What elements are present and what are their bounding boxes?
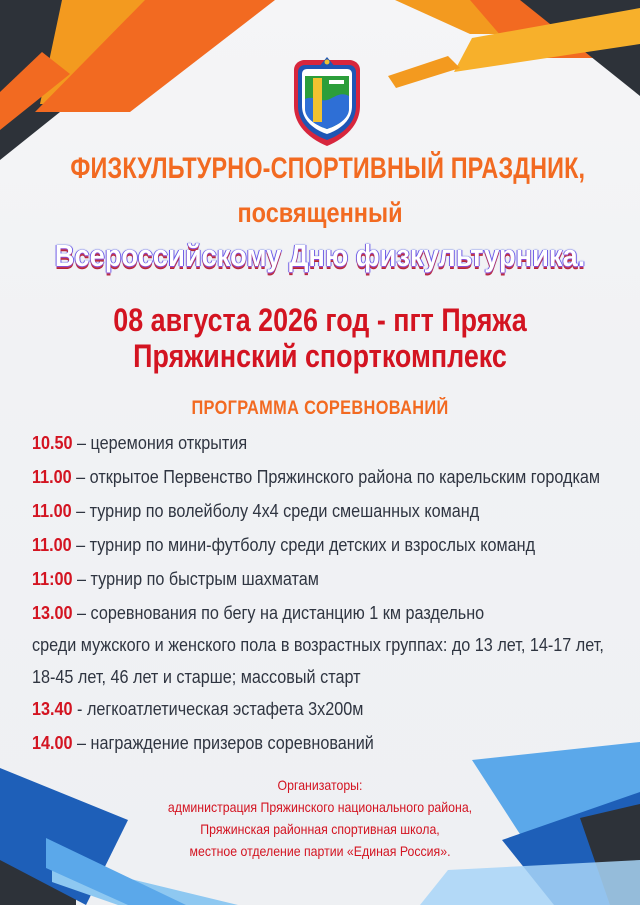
schedule-description: 18-45 лет, 46 лет и старше; массовый старт: [32, 667, 361, 687]
schedule-description: – соревнования по бегу на дистанцию 1 км раздельно: [72, 603, 485, 623]
schedule-description: - легкоатлетическая эстафета 3х200м: [72, 699, 364, 719]
schedule-time: 11.00: [32, 535, 72, 555]
schedule-row: [32, 433, 568, 454]
top-right-small-orange-band: [388, 56, 460, 88]
schedule-row: [32, 467, 601, 488]
program-heading: ПРОГРАММА СОРЕВНОВАНИЙ: [191, 398, 449, 419]
schedule-time: 11.00: [32, 467, 72, 487]
schedule-row: [32, 535, 568, 556]
schedule-time: 13.40: [32, 699, 73, 719]
schedule-time: 11:00: [32, 569, 73, 589]
schedule-row: [32, 569, 568, 590]
schedule-description: – турнир по быстрым шахматам: [72, 569, 319, 589]
schedule-description: – турнир по волейболу 4х4 среди смешанных команд: [71, 501, 480, 521]
schedule-description: – церемония открытия: [72, 433, 248, 453]
organizers-label: Организаторы:: [277, 777, 363, 793]
organizer-line: Пряжинская районная спортивная школа,: [200, 821, 440, 837]
schedule-description: – открытое Первенство Пряжинского района по карельским городкам: [71, 467, 601, 487]
organizer-line: администрация Пряжинского национального района,: [167, 799, 473, 815]
schedule-continuation-row: [32, 667, 568, 688]
schedule-description: – турнир по мини-футболу среди детских и взрослых команд: [71, 535, 536, 555]
bottom-right-pale-band: [420, 860, 640, 905]
schedule-time: 14.00: [32, 733, 73, 753]
schedule-description: среди мужского и женского пола в возрастных группах: до 13 лет, 14-17 лет,: [32, 635, 604, 655]
organizer-line: местное отделение партии «Единая Россия».: [189, 843, 451, 859]
schedule-description: – награждение призеров соревнований: [72, 733, 374, 753]
schedule-time: 13.00: [32, 603, 73, 623]
schedule-continuation-row: [32, 635, 604, 656]
event-venue: Пряжинский спорткомплекс: [133, 338, 507, 374]
schedule-row: [32, 603, 568, 624]
schedule-time: 10.50: [32, 433, 73, 453]
organizers-block: [0, 774, 640, 862]
schedule-row: [32, 699, 568, 720]
schedule-time: 11.00: [32, 501, 72, 521]
event-date-location: 08 августа 2026 год - пгт Пряжа: [113, 302, 527, 338]
schedule-row: [32, 733, 568, 754]
schedule-row: [32, 501, 568, 522]
poster-title: ФИЗКУЛЬТУРНО-СПОРТИВНЫЙ ПРАЗДНИК,: [70, 152, 586, 185]
holiday-name: Всероссийскому Дню физкультурника.: [54, 238, 586, 273]
district-coat-of-arms-icon: [289, 54, 365, 148]
poster-subtitle: посвященный: [237, 197, 403, 228]
